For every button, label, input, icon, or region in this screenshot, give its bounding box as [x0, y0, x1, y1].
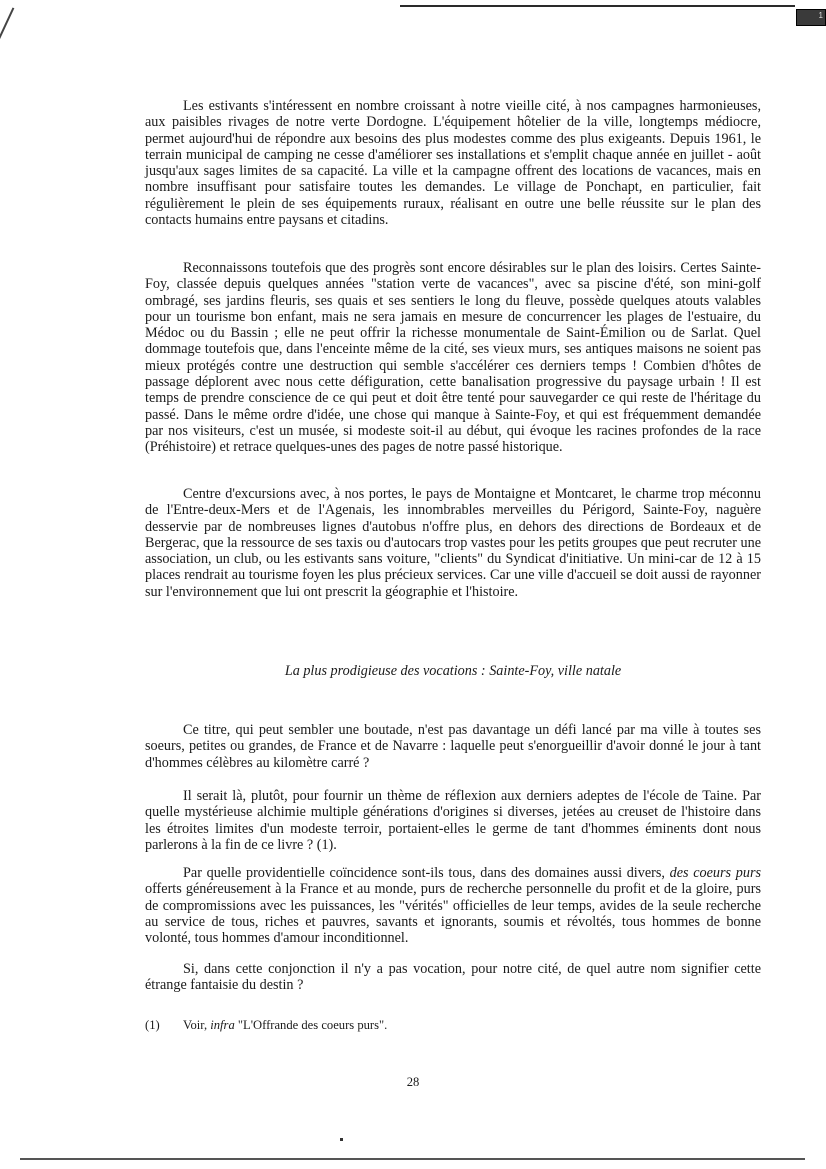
paragraph-text: Si, dans cette conjonction il n'y a pas vocation, pour notre cité, de quel autre nom signifier cette étrange fantaisie du destin ?: [145, 961, 761, 994]
paragraph-text: Il serait là, plutôt, pour fournir un thème de réflexion aux derniers adeptes de l'école de Taine. Par quelle mystérieuse alchimie multiple générations d'origines si diverses, jetées au creuset de l'histoire dans les étroites limites d'un modeste terroir, portaient-elles le germe de tant d'hommes éminents dont nous parlerons à la fin de ce livre ? (1).: [145, 788, 761, 853]
paragraph-text: [145, 865, 761, 946]
paragraph-1: [145, 98, 761, 228]
footnote-text-start: Voir,: [183, 1018, 211, 1032]
scan-speck: [340, 1138, 343, 1141]
paragraph-3: [145, 486, 761, 600]
section-paragraph-1: [145, 722, 761, 771]
footnote-marker: (1): [145, 1018, 160, 1032]
scan-border-top: [400, 5, 795, 7]
scan-border-bottom: [20, 1158, 805, 1160]
paragraph-text-end: offerts généreusement à la France et au monde, purs de recherche personnelle du profit et de la gloire, purs de compromissions avec les puissances, les "vérités" officielles de leur temps, avides de la seule recherche au service de tous, riches et pauvres, savants et ignorants, soumis et révoltés, tous hommes de bonne volonté, tous hommes d'amour inconditionnel.: [145, 881, 761, 947]
section-paragraph-4: [145, 961, 761, 994]
paragraph-text: Ce titre, qui peut sembler une boutade, n'est pas davantage un défi lancé par ma ville à toutes ses soeurs, petites ou grandes, de France et de Navarre : laquelle peut s'enorgueillir d'avoir donné le jour à tant d'hommes célèbres au kilomètre carré ?: [145, 722, 761, 771]
paragraph-text: Centre d'excursions avec, à nos portes, le pays de Montaigne et Montcaret, le charme trop méconnu de l'Entre-deux-Mers et de l'Agenais, les innombrables merveilles du Périgord, Sainte-Foy, naguère desservie par de nombreuses lignes d'autobus n'offre plus, en dehors des directions de Bordeaux et de Bergerac, que la ressource de ses taxis ou d'autocars trop vastes pour les petits groupes que peut recruter une association, un club, ou les estivants sans voiture, "clients" du Syndicat d'initiative. Un mini-car de 12 à 15 places rendrait au tourisme foyen les plus précieux services. Car une ville d'accueil se doit aussi de rayonner sur l'environnement que lui ont prescrit la géographie et l'histoire.: [145, 486, 761, 600]
footnote: [145, 1018, 387, 1033]
footnote-text-end: "L'Offrande des coeurs purs".: [234, 1018, 388, 1032]
corner-mark-text: 1: [818, 11, 823, 20]
paragraph-text: Les estivants s'intéressent en nombre croissant à notre vieille cité, à nos campagnes harmonieuses, aux paisibles rivages de notre verte Dordogne. L'équipement hôtelier de la ville, longtemps médiocre, permet aujourd'hui de répondre aux besoins des plus modestes comme des plus exigeants. Depuis 1961, le terrain municipal de camping ne cesse d'améliorer ses installations et s'emplit chaque année en juillet - août jusqu'aux sages limites de sa capacité. La ville et la campagne offrent des locations de vacances, mais en nombre insuffisant pour satisfaire toutes les demandes. Le village de Ponchapt, en particulier, fait régulièrement le plein de ses équipements ruraux, réalisant en outre une belle réussite sur le plan des contacts humains entre paysans et citadins.: [145, 98, 761, 229]
footnote-italic: infra: [210, 1018, 235, 1032]
paragraph-text-start: Par quelle providentielle coïncidence sont-ils tous, dans des domaines aussi divers,: [183, 865, 670, 881]
paragraph-2: [145, 260, 761, 456]
section-paragraph-2: [145, 788, 761, 853]
section-paragraph-3: [145, 865, 761, 946]
scan-border-left: [0, 7, 14, 44]
section-title: La plus prodigieuse des vocations : Sainte-Foy, ville natale: [284, 663, 622, 679]
paragraph-text: Reconnaissons toutefois que des progrès sont encore désirables sur le plan des loisirs. Certes Sainte-Foy, classée depuis quelques années "station verte de vacances", avec sa piscine d'été, son mini-golf ombragé, ses jardins fleuris, ses quais et ses sentiers le long du fleuve, possède quelques atouts valables pour un tourisme bon enfant, mais ne sera jamais en mesure de concurrencer les plages de l'estuaire, du Médoc ou du Bassin ; elle ne peut offrir la richesse monumentale de Saint-Émilion ou de Sarlat. Quel dommage toutefois que, dans l'enceinte même de la cité, ses vieux murs, ses antiques maisons ne soient pas mieux protégés contre une destruction qui semble s'accélérer ces derniers temps ! Combien d'hôtes de passage déplorent avec nous cette défiguration, cette banalisation progressive du paysage urbain ! Il est temps de prendre conscience de ce qui peut et doit être tenté pour sauvegarder ce qui reste de l'héritage du passé. Dans le même ordre d'idée, une chose qui manque à Sainte-Foy, et qui est fréquemment demandée par nos visiteurs, c'est un musée, si modeste soit-il au début, qui évoque les racines profondes de la race (Préhistoire) et retrace quelques-unes des pages de notre passé historique.: [145, 260, 761, 456]
italic-phrase: des coeurs purs: [669, 865, 761, 881]
page-number: 28: [406, 1075, 420, 1089]
corner-stamp: [796, 9, 826, 26]
